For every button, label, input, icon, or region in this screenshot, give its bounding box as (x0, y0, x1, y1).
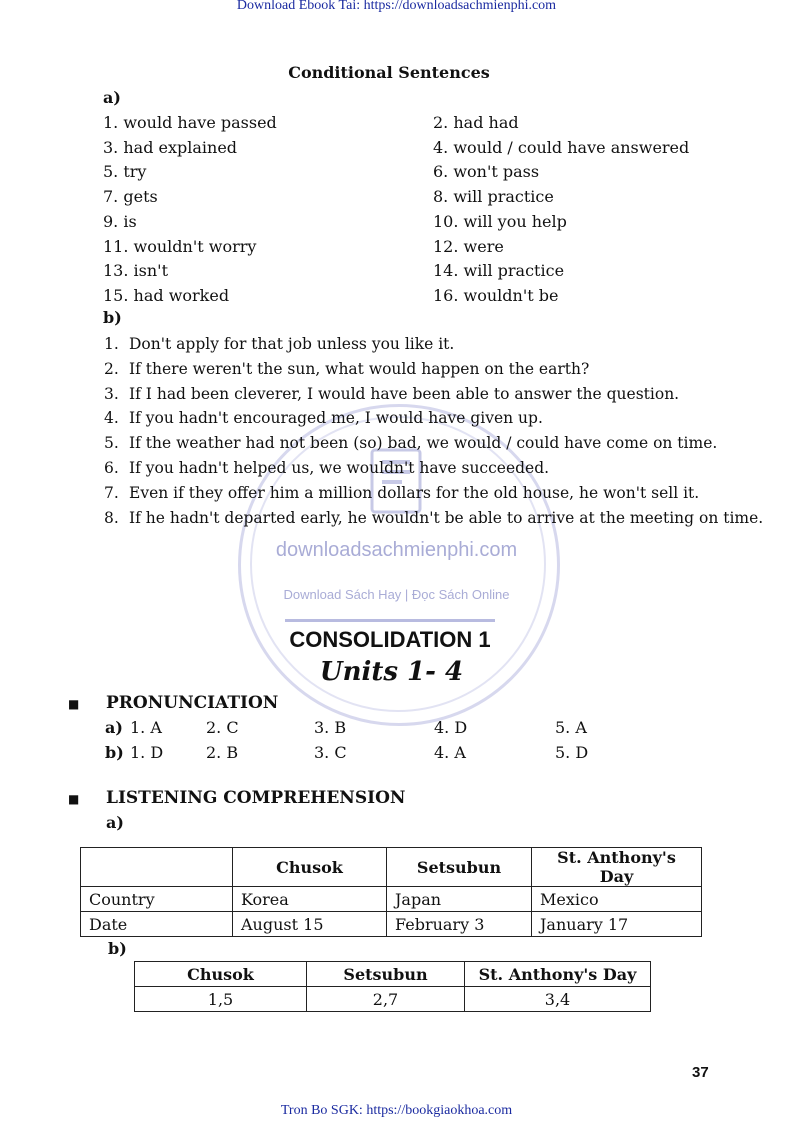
pron-a-1: 1. A (130, 718, 162, 737)
table-header-cell: Setsubun (307, 962, 465, 987)
table-cell: Country (81, 887, 233, 912)
pron-a-2: 2. C (206, 718, 239, 737)
sentence-item: 3. If I had been cleverer, I would have been able to answer the question. (104, 384, 680, 403)
pron-b-2: 2. B (206, 743, 239, 762)
bullet-icon: ■ (68, 697, 80, 711)
table-header-cell: Chusok (233, 848, 387, 887)
pron-b-4: 4. A (434, 743, 466, 762)
answer-item: 7. gets (103, 187, 158, 207)
table-cell: February 3 (387, 912, 532, 937)
answer-item: 4. would / could have answered (433, 137, 690, 157)
answer-item: 5. try (103, 162, 147, 182)
pron-b-1: 1. D (130, 743, 164, 762)
table-cell: August 15 (233, 912, 387, 937)
answer-item: 6. won't pass (433, 162, 540, 182)
pronunciation-title: PRONUNCIATION (106, 693, 279, 713)
bullet-icon: ■ (68, 792, 80, 806)
answer-item: 3. had explained (103, 137, 238, 157)
table-header-cell: Chusok (135, 962, 307, 987)
answer-item: 8. will practice (433, 187, 554, 207)
listening-label-a: a) (106, 813, 124, 832)
consolidation-title: CONSOLIDATION 1 (289, 627, 491, 652)
header-download-link[interactable]: Download Ebook Tai: https://downloadsachmienphi.com (236, 0, 557, 13)
listening-title: LISTENING COMPREHENSION (106, 788, 406, 808)
table-cell: 2,7 (307, 987, 465, 1012)
pron-label-b: b) (105, 743, 124, 762)
answer-item: 1. would have passed (103, 113, 277, 132)
table-cell: Korea (233, 887, 387, 912)
table-cell: Japan (387, 887, 532, 912)
watermark-site: downloadsachmienphi.com (275, 539, 518, 561)
sentence-item: 2. If there weren't the sun, what would happen on the earth? (104, 359, 590, 378)
table-cell: 3,4 (465, 987, 651, 1012)
table-header-cell: Setsubun (387, 848, 532, 887)
table-row (81, 912, 702, 937)
table-row (81, 887, 702, 912)
answer-item: 13. isn't (103, 261, 168, 281)
answer-item: 10. will you help (433, 211, 567, 231)
table-row (135, 987, 651, 1012)
table-cell: Mexico (532, 887, 702, 912)
watermark-bar (285, 619, 495, 622)
sentences-b (104, 332, 763, 530)
table-cell: Date (81, 912, 233, 937)
answers-a-right (433, 111, 689, 309)
table-header-cell (81, 848, 233, 887)
pron-a-5: 5. A (555, 718, 587, 737)
answer-item: 9. is (103, 211, 137, 231)
table-header-row (135, 962, 651, 987)
page-number: 37 (692, 1064, 709, 1081)
answer-item: 12. were (433, 236, 504, 256)
listening-table-b (134, 961, 651, 1012)
table-header-row (81, 848, 702, 887)
table-header-cell: St. Anthony's Day (465, 962, 651, 987)
consolidation-subtitle: Units 1- 4 (319, 657, 464, 687)
pron-label-a: a) (105, 718, 123, 737)
pron-a-3: 3. B (314, 718, 347, 737)
sentence-item: 7. Even if they offer him a million dollars for the old house, he won't sell it. (104, 483, 700, 502)
answer-item: 15. had worked (103, 285, 230, 305)
sentence-item: 1. Don't apply for that job unless you like it. (104, 335, 455, 353)
label-a: a) (103, 88, 121, 107)
answers-a-left (103, 111, 277, 309)
pron-b-5: 5. D (555, 743, 589, 762)
sentence-item: 8. If he hadn't departed early, he wouldn't be able to arrive at the meeting on time. (104, 508, 764, 527)
label-b: b) (103, 308, 122, 327)
answer-item: 16. wouldn't be (433, 285, 559, 305)
sentence-item: 5. If the weather had not been (so) bad, we would / could have come on time. (104, 434, 718, 453)
footer-link[interactable]: Tron Bo SGK: https://bookgiaokhoa.com (280, 1103, 513, 1118)
listening-label-b: b) (108, 939, 127, 958)
pron-a-4: 4. D (434, 718, 468, 737)
pron-b-3: 3. C (314, 743, 347, 762)
watermark-tagline: Download Sách Hay | Đọc Sách Online (283, 587, 510, 602)
sentence-item: 6. If you hadn't helped us, we wouldn't have succeeded. (104, 458, 550, 477)
answer-item: 14. will practice (433, 261, 565, 281)
section-title-conditional: Conditional Sentences (288, 63, 490, 82)
answer-item: 2. had had (433, 113, 519, 132)
table-cell: January 17 (532, 912, 702, 937)
table-cell: 1,5 (135, 987, 307, 1012)
table-header-cell: St. Anthony's Day (532, 848, 702, 887)
sentence-item: 4. If you hadn't encouraged me, I would have given up. (104, 409, 543, 428)
listening-table-a (80, 847, 702, 937)
answer-item: 11. wouldn't worry (103, 236, 257, 256)
